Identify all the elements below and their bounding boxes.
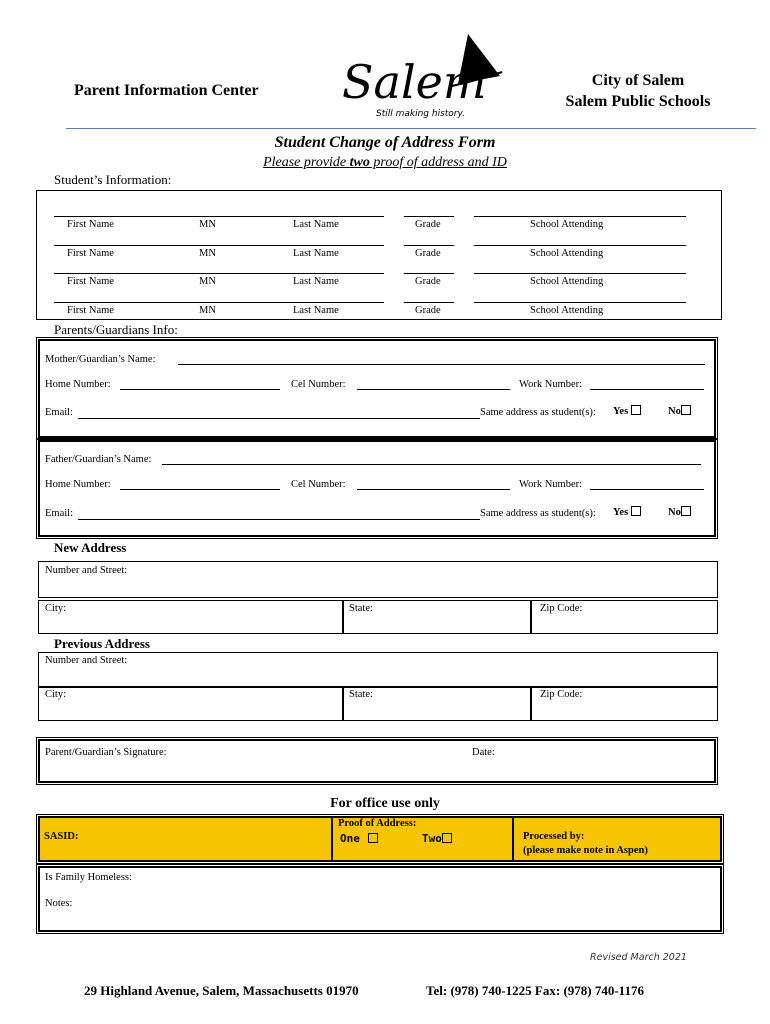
student-column-label: Last Name [293,247,339,259]
checkbox-icon[interactable] [631,506,641,516]
signature-box[interactable] [38,739,716,783]
mother-email-field[interactable] [78,418,480,419]
processed-by-label: Processed by: [523,831,585,842]
footer-phone: Tel: (978) 740-1225 Fax: (978) 740-1176 [426,983,644,998]
revised-date: Revised March 2021 [590,952,687,963]
student-column-label: School Attending [530,304,604,316]
processed-note: (please make note in Aspen) [523,845,648,856]
prev-street-label: Number and Street: [45,655,128,666]
parent-info-center-title: Parent Information Center [74,82,259,99]
student-column-label: Last Name [293,219,339,230]
student-column-label: First Name [67,247,114,259]
mother-yes-option[interactable]: Yes [613,405,641,417]
student-column-label: Grade [415,219,441,230]
checkbox-icon[interactable] [368,833,378,843]
student-field-line[interactable] [54,302,384,303]
city-name: City of Salem [591,72,685,89]
student-column-label: MN [199,219,216,230]
form-title: Student Change of Address Form [274,134,496,151]
proof-label: Proof of Address: [338,818,417,829]
new-city-field[interactable] [38,600,343,634]
office-divider-2 [512,816,514,862]
father-email-field[interactable] [78,519,480,520]
new-address-title: New Address [54,540,127,555]
salem-logo [340,32,505,124]
svg-text:Salem: Salem [342,55,487,109]
checkbox-icon[interactable] [631,405,641,415]
father-cel-label: Cel Number: [291,479,346,490]
svg-text:Still making history.: Still making history. [376,109,465,119]
mother-work-label: Work Number: [519,379,583,390]
checkbox-icon[interactable] [681,506,691,516]
notes-label: Notes: [45,898,73,909]
mother-cel-field[interactable] [357,389,510,390]
mother-name-label: Mother/Guardian’s Name: [45,354,156,365]
student-field-line[interactable] [54,216,384,217]
student-field-line[interactable] [54,273,384,274]
mother-same-address-label: Same address as student(s): [480,407,596,418]
father-work-field[interactable] [590,489,704,490]
student-column-label: First Name [67,219,114,230]
mother-no-option[interactable]: No [668,405,691,417]
father-name-field[interactable] [162,464,701,465]
mother-home-field[interactable] [120,389,280,390]
district-title [540,70,736,112]
student-field-line[interactable] [404,273,454,274]
new-street-label: Number and Street: [45,565,128,576]
student-column-label: School Attending [530,219,604,230]
date-label: Date: [472,747,495,758]
office-notes-box [38,866,722,932]
office-use-title: For office use only [330,796,440,811]
checkbox-icon[interactable] [681,405,691,415]
student-field-line[interactable] [404,216,454,217]
student-field-line[interactable] [474,273,686,274]
student-field-line[interactable] [474,216,686,217]
form-subtitle: Please provide two proof of address and ID [263,155,507,170]
mother-cel-label: Cel Number: [291,379,346,390]
student-column-label: Grade [415,276,441,287]
student-column-label: Grade [415,247,441,259]
prev-city-field[interactable] [38,687,343,721]
father-email-label: Email: [45,508,73,519]
new-zip-label: Zip Code: [540,603,583,614]
student-info-box [36,190,722,320]
father-home-label: Home Number: [45,479,111,490]
homeless-label: Is Family Homeless: [45,872,132,883]
mother-name-field[interactable] [178,364,705,365]
student-column-label: Grade [415,304,441,316]
mother-email-label: Email: [45,407,73,418]
office-divider-1 [331,816,333,862]
father-work-label: Work Number: [519,479,583,490]
student-column-label: MN [199,276,216,287]
father-name-label: Father/Guardian’s Name: [45,454,152,465]
student-column-label: First Name [67,276,114,287]
student-column-label: Last Name [293,304,339,316]
prev-city-label: City: [45,689,67,700]
father-no-option[interactable]: No [668,506,691,518]
new-city-label: City: [45,603,67,614]
student-column-label: First Name [67,304,114,316]
father-yes-option[interactable]: Yes [613,506,641,518]
father-home-field[interactable] [120,489,280,490]
checkbox-icon[interactable] [442,833,452,843]
student-column-label: MN [199,247,216,259]
previous-address-title: Previous Address [54,636,150,651]
student-column-label: School Attending [530,276,604,287]
prev-state-label: State: [349,689,373,700]
student-column-label: School Attending [530,247,604,259]
student-column-label: Last Name [293,276,339,287]
signature-label: Parent/Guardian’s Signature: [45,747,167,758]
father-same-address-label: Same address as student(s): [480,508,596,519]
prev-zip-label: Zip Code: [540,689,583,700]
student-field-line[interactable] [474,245,686,246]
student-field-line[interactable] [404,302,454,303]
student-column-label: MN [199,304,216,316]
student-field-line[interactable] [54,245,384,246]
new-street-field[interactable] [38,561,718,598]
student-field-line[interactable] [474,302,686,303]
student-info-label: Student’s Information: [54,172,172,187]
sasid-label: SASID: [44,831,79,842]
parents-info-label: Parents/Guardians Info: [54,322,178,337]
new-state-label: State: [349,603,373,614]
mother-home-label: Home Number: [45,379,111,390]
proof-two-option[interactable]: Two [422,832,452,845]
header-rule [66,128,756,129]
proof-one-option[interactable]: One [340,832,378,845]
prev-street-field[interactable] [38,652,718,687]
student-field-line[interactable] [404,245,454,246]
father-cel-field[interactable] [357,489,510,490]
footer-address: 29 Highland Avenue, Salem, Massachusetts 01970 [84,983,359,998]
mother-work-field[interactable] [590,389,704,390]
district-name: Salem Public Schools [565,93,711,110]
